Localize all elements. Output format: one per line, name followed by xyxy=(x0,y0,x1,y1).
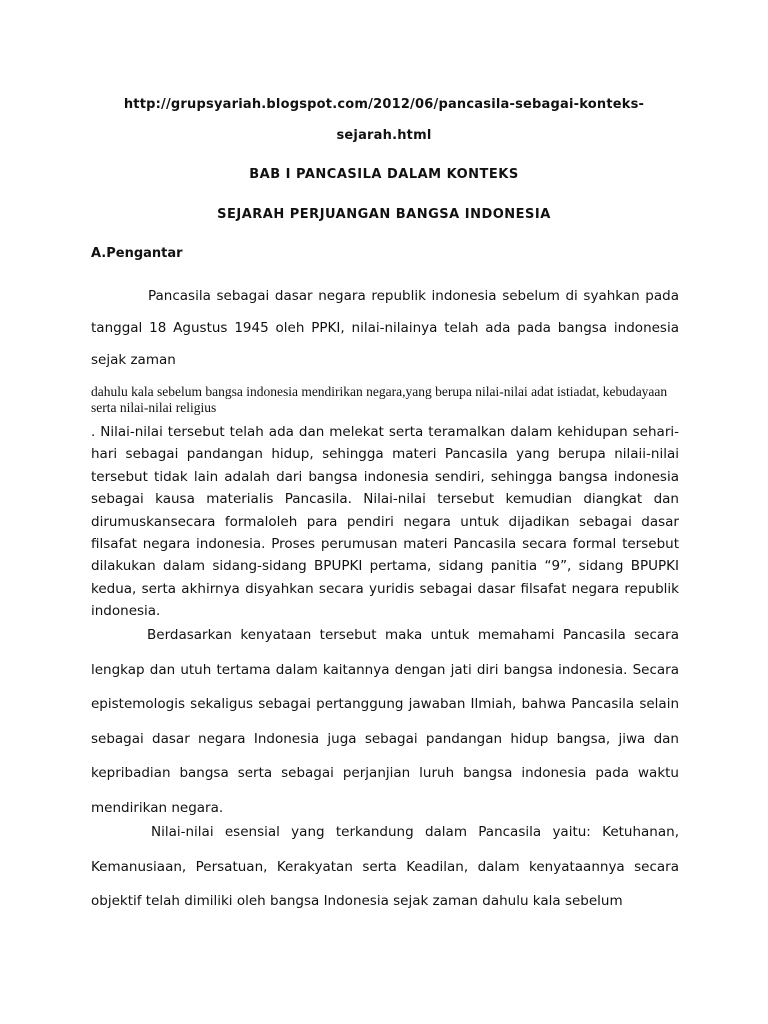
paragraph-serif: dahulu kala sebelum bangsa indonesia mendirikan negara,yang berupa nilai-nilai adat istiadat, kebudayaan serta nilai-nilai religius xyxy=(91,384,668,415)
source-url-line-1[interactable]: http://grupsyariah.blogspot.com/2012/06/pancasila-sebagai-konteks- xyxy=(123,97,645,112)
chapter-title-line-2: SEJARAH PERJUANGAN BANGSA INDONESIA xyxy=(217,207,551,222)
paragraph-understanding-text: Berdasarkan kenyataan tersebut maka untuk memahami Pancasila secara lengkap dan utuh tertama dalam kaitannya dengan jati diri bangsa indonesia. Secara epistemologis sekaligus sebagai pertanggung jawaban Ilmiah, bahwa Pancasila selain sebagai dasar negara Indonesia juga sebagai pandangan hidup bangsa, jiwa dan kepribadian bangsa serta sebagai perjanjian luruh bangsa indonesia pada waktu mendirikan negara. xyxy=(91,627,679,816)
source-url-line-2[interactable]: sejarah.html xyxy=(336,128,432,143)
paragraph-values: . Nilai-nilai tersebut telah ada dan melekat serta teramalkan dalam kehidupan sehari-hari sebagai pandangan hidup, sehingga materi Pancasila yang berupa nilaii-nilai tersebut tidak lain adalah dari bangsa indonesia sendiri, sehingga bangsa indonesia sebagai kausa materialis Pancasila. Nilai-nilai tersebut kemudian diangkat dan dirumuskansecara formaloleh para pendiri negara untuk dijadikan sebagai dasar filsafat negara indonesia. Proses perumusan materi Pancasila secara formal tersebut dilakukan dalam sidang-sidang BPUPKI pertama, sidang panitia “9”, sidang BPUPKI kedua, serta akhirnya disyahkan secara yuridis sebagai dasar filsafat negara republik indonesia. xyxy=(91,424,679,620)
paragraph-understanding xyxy=(91,618,679,825)
paragraph-intro xyxy=(91,280,679,376)
chapter-title-line-1: BAB I PANCASILA DALAM KONTEKS xyxy=(249,167,519,182)
paragraph-essential-values xyxy=(91,815,679,919)
section-heading: A.Pengantar xyxy=(91,246,183,261)
paragraph-essential-values-text: Nilai-nilai esensial yang terkandung dalam Pancasila yaitu: Ketuhanan, Kemanusiaan, Persatuan, Kerakyatan serta Keadilan, dalam kenyataannya secara objektif telah dimiliki oleh bangsa Indonesia sejak zaman dahulu kala sebelum xyxy=(91,824,679,909)
paragraph-intro-text: Pancasila sebagai dasar negara republik indonesia sebelum di syahkan pada tanggal 18 Agustus 1945 oleh PPKI, nilai-nilainya telah ada pada bangsa indonesia sejak zaman xyxy=(91,288,679,368)
